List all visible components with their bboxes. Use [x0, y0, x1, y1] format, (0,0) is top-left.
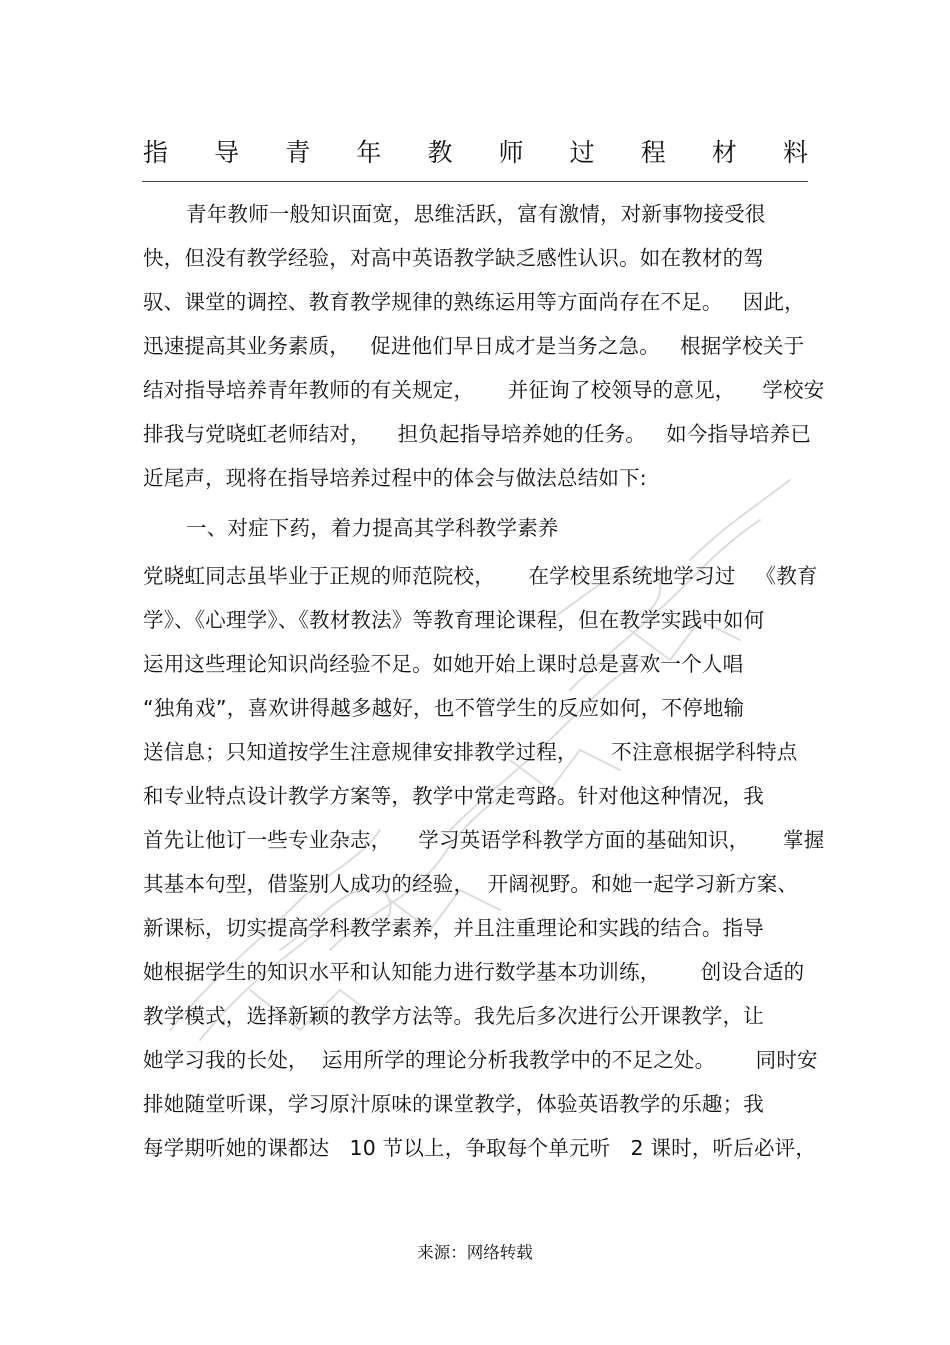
paragraph-line: 结对指导培养青年教师的有关规定， 并征询了校领导的意见， 学校安 — [143, 378, 825, 402]
paragraph-line: 和专业特点设计教学方案等，教学中常走弯路。针对他这种情况，我 — [143, 784, 764, 808]
paragraph-line: 青年教师一般知识面宽，思维活跃，富有激情，对新事物接受很 — [186, 202, 766, 226]
paragraph-line: 她学习我的长处， 运用所学的理论分析我教学中的不足之处。 同时安 — [143, 1048, 818, 1072]
title-char: 程 — [640, 138, 666, 167]
paragraph-line: 快，但没有教学经验，对高中英语教学缺乏感性认识。如在教材的驾 — [143, 246, 764, 270]
paragraph-line: 学》、《心理学》、《教材教法》等教育理论课程，但在教学实践中如何 — [143, 608, 765, 632]
title-char: 过 — [569, 138, 595, 167]
title-char: 青 — [285, 138, 311, 167]
paragraph-line: 排我与党晓虹老师结对， 担负起指导培养她的任务。 如今指导培养已 — [143, 422, 812, 446]
title-char: 材 — [711, 138, 737, 167]
paragraph-line: 排她随堂听课，学习原汁原味的课堂教学，体验英语教学的乐趣；我 — [143, 1092, 764, 1116]
title-underline — [142, 181, 808, 182]
section-heading: 一、对症下药，着力提高其学科教学素养 — [186, 516, 559, 540]
paragraph-line: 她根据学生的知识水平和认知能力进行数学基本功训练， 创设合适的 — [143, 960, 805, 984]
paragraph-line: 首先让他订一些专业杂志， 学习英语学科教学方面的基础知识， 掌握 — [143, 828, 825, 852]
title-char: 师 — [498, 138, 524, 167]
title-char: 指 — [143, 138, 169, 167]
paragraph-line: 教学模式，选择新颖的教学方法等。我先后多次进行公开课教学，让 — [143, 1004, 764, 1028]
paragraph-line: 其基本句型，借鉴别人成功的经验， 开阔视野。和她一起学习新方案、 — [143, 872, 799, 896]
paragraph-line: 近尾声，现将在指导培养过程中的体会与做法总结如下: — [143, 466, 647, 490]
title-char: 导 — [214, 138, 240, 167]
paragraph-line: 每学期听她的课都达 10 节以上，争取每个单元听 2 课时，听后必评， — [143, 1136, 817, 1160]
paragraph-line: 驭、课堂的调控、教育教学规律的熟练运用等方面尚存在不足。 因此， — [143, 290, 805, 314]
paragraph-line: 迅速提高其业务素质， 促进他们早日成才是当务之急。 根据学校关于 — [143, 334, 805, 358]
paragraph-line: 送信息；只知道按学生注意规律安排教学过程， 不注意根据学科特点 — [143, 740, 798, 764]
paragraph-line: “独角戏”，喜欢讲得越多越好，也不管学生的反应如何，不停地输 — [143, 696, 745, 720]
document-title — [143, 136, 808, 170]
title-char: 教 — [427, 138, 453, 167]
paragraph-line: 党晓虹同志虽毕业于正规的师范院校， 在学校里系统地学习过 《教育 — [143, 564, 818, 588]
title-char: 料 — [782, 138, 808, 167]
paragraph-line: 运用这些理论知识尚经验不足。如她开始上课时总是喜欢一个人唱 — [143, 652, 744, 676]
title-char: 年 — [356, 138, 382, 167]
source-footer: 来源：网络转载 — [417, 1243, 533, 1262]
paragraph-line: 新课标，切实提高学科教学素养，并且注重理论和实践的结合。指导 — [143, 916, 764, 940]
